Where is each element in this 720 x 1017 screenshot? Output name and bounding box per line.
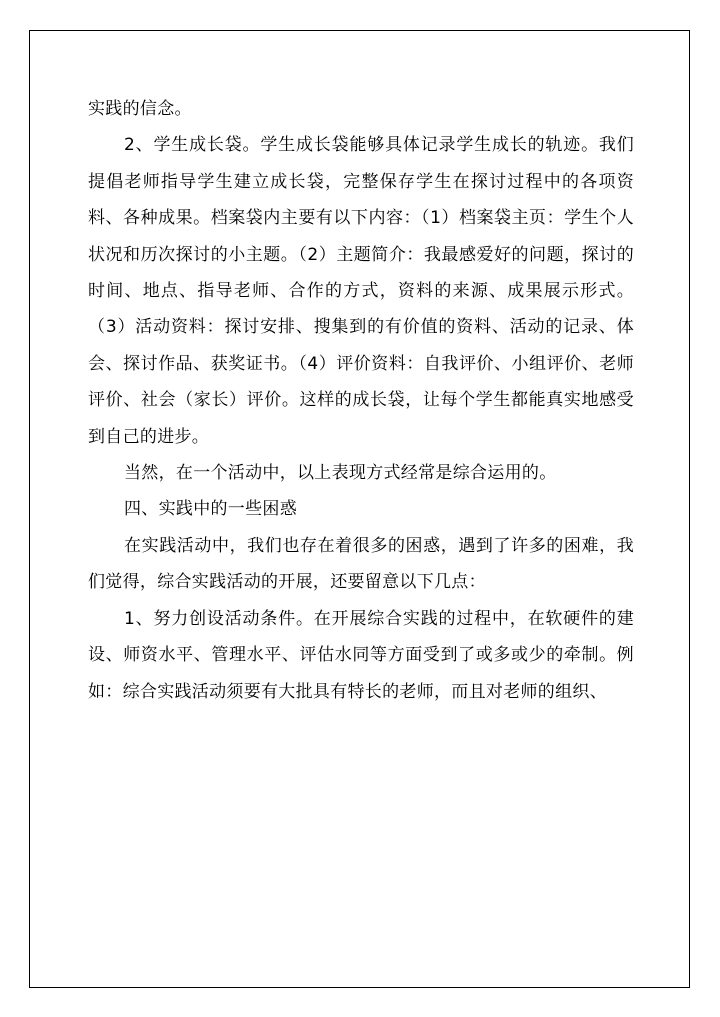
paragraph-conditions: 1、努力创设活动条件。在开展综合实践的过程中，在软硬件的建设、师资水平、管理水平、评估水同等方面受到了或多或少的牵制。例如：综合实践活动须要有大批具有特长的老师，而且对老师的组织、 (88, 608, 634, 702)
paragraph-growth-bag: 2、学生成长袋。学生成长袋能够具体记录学生成长的轨迹。我们提倡老师指导学生建立成长袋，完整保存学生在探讨过程中的各项资料、各种成果。档案袋内主要有以下内容：（1）档案袋主页：学生个人状况和历次探讨的小主题。（2）主题简介：我最感爱好的问题，探讨的时间、地点、指导老师、合作的方式，资料的来源、成果展示形式。（3）活动资料：探讨安排、搜集到的有价值的资料、活动的记录、体会、探讨作品、获奖证书。（4）评价资料：自我评价、小组评价、老师评价、社会（家长）评价。这样的成长袋，让每个学生都能真实地感受到自己的进步。 (88, 135, 634, 447)
paragraph-continuation: 实践的信念。 (88, 99, 192, 119)
section-heading-confusions: 四、实践中的一些困惑 (124, 499, 297, 520)
paragraph-difficulties: 在实践活动中，我们也存在着很多的困惑，遇到了许多的困难，我们觉得，综合实践活动的开展，还要留意以下几点： (88, 535, 634, 593)
document-body (88, 91, 634, 710)
paragraph-combined-use: 当然，在一个活动中，以上表现方式经常是综合运用的。 (124, 463, 557, 484)
